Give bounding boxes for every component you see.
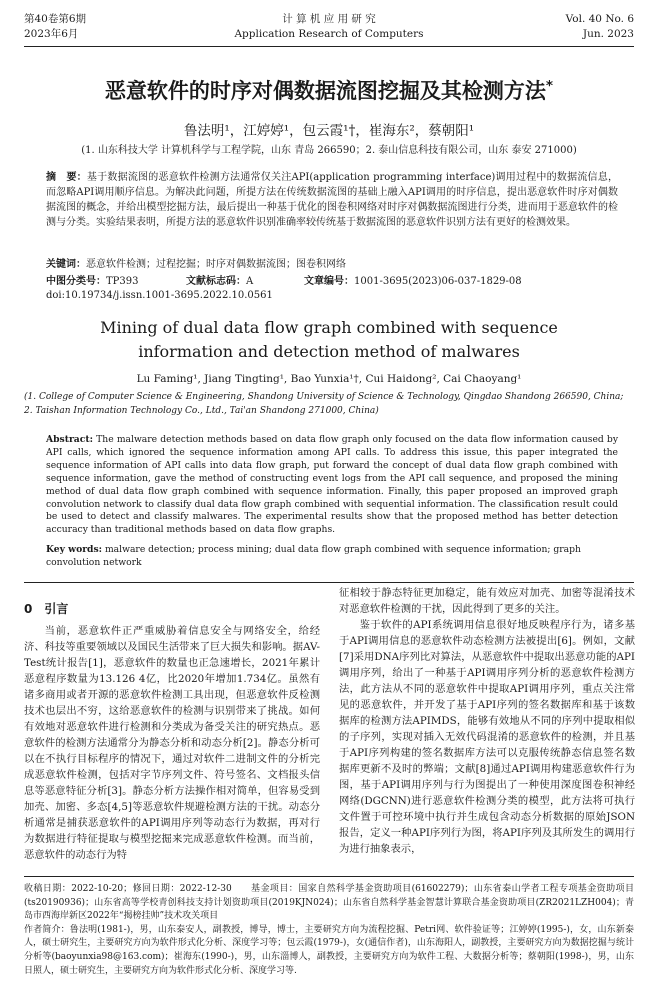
page-title: [20, 78, 638, 104]
header-date: 2023年6月: [24, 28, 79, 40]
affiliation-cn: (1. 山东科技大学 计算机科学与工程学院，山东 青岛 266590；2. 泰山信息科技有限公司，山东 泰安 271000): [81, 145, 577, 156]
authors-cn: 鲁法明¹，江婷婷¹，包云霞¹†，崔海东²，蔡朝阳¹: [183, 123, 475, 139]
keywords-en-label: Key words:: [46, 544, 103, 555]
body-paragraph: 鉴于软件的API系统调用信息很好地反映程序行为，诸多基于API调用信息的恶意软件动态检测方法被提出[6]。例如，文献[7]采用DNA序列比对算法，从恶意软件中提取出恶意功能的API调用序列，给出了一种基于API调用序列分析的恶意软件检测方法，此方法从不同的恶意软件中提取API调用序列，重点关注常见的恶意软件，并开发了基于API序列的签名数据库和基于该数据库的检测方法APIMDS，能够有效地从不同的序列中提取相似的子序列，实现对插入无效代码混淆的恶意软件的检测，并且基于API序列构建的签名数据库方法可以克服传统静态信息签名数据库更新不及时的弊端；文献[8]通过API调用构建恶意软件行为图，基于API调用序列与行为图提出了一种使用深度图卷积神经网络(DGCNN)进行恶意软件检测分类的模型，此方法将可执行文件置于可控环境中执行并生成包含动态分析数据的原始JSON报告，定义一种API序列行为图，将API序列及其所发生的调用行为进行抽象表示，: [339, 619, 635, 855]
header-journal-en: Application Research of Computers: [234, 28, 424, 40]
clc-field: [46, 272, 139, 287]
title-cn-text: 恶意软件的时序对偶数据流图挖掘及其检测方法: [104, 79, 546, 103]
keywords-cn-text: 恶意软件检测；过程挖掘；时序对偶数据流图；图卷积网络: [86, 259, 346, 270]
doc-code-label: 文献标志码：: [186, 276, 246, 287]
footnote-dates-funding: 收稿日期：2022-10-20；修回日期：2022-12-30 基金项目：国家自然科学基金资助项目(61602279)；山东省泰山学者工程专项基金资助项目(ts20190936)；山东省高等学校青创科技支持计划资助项目(2019KJN024)；山东省自然科学基金智慧计算联合基金资助项目(ZR2021LZH004)；青岛市西海岸新区2022年“揭榜挂帅”技术攻关项目: [24, 884, 634, 922]
footnote-divider: [24, 876, 634, 877]
body-column-left: 当前，恶意软件正严重威胁着信息安全与网络安全，给经济、科技等重要领域以及国民生活带来了巨大损失和影响。据AV-Test统计报告[1]，恶意软件的数量也正急速增长，2021年累计恶意程序数量为13.126 4亿，比2020年增加1.734亿。虽然有诸多商用或者开源的恶意软件检测工具出现，但恶意软件反检测技术也层出不穷，这给恶意软件的检测与识别带来了挑战。如何有效地对恶意软件进行检测和分类成为备受关注的研究热点。恶意软件的检测方法通常分为静态分析和动态分析[2]。静态分析可以在不执行目标程序的情况下，通过对软件二进制文件的分析完成恶意软件检测，包括对字节序列文件、符号签名、文档报头信息等恶意特征分析[3]。静态分析方法操作相对简单，但容易受到加壳、加密、多态[4,5]等恶意软件规避检测方法的干扰。动态分析通常是捕获恶意软件的API调用序列等动态行为数据，再对行为数据进行特征提取与模型挖掘来完成恶意软件检测。而当前，恶意软件的动态行为特: [24, 625, 320, 861]
keywords-en: [46, 543, 618, 569]
abstract-en-label: Abstract:: [46, 434, 93, 445]
title-en: Mining of dual data flow graph combined with sequence information and detection method of malwares: [100, 318, 558, 361]
abstract-en-text: The malware detection methods based on data flow graph only focused on the data flow information caused by API calls, which ignored the sequence information among API calls. To address this issue, this paper integrated the sequence information of API calls into data flow graph, put forward the concept of dual data flow graph combined with sequence information, gave the method of constructing event logs from the API call sequence, and proposed the mining method of dual data flow graph combined with sequence information. Finally, this paper proposed an improved graph convolution network to classify dual data flow graph combined with sequential information. The classification result could be used to detect and classify malwares. The experimental results show that the proposed method has better detection accuracy than traditional methods based on data flow graphs.: [46, 434, 619, 536]
keywords-cn-label: 关键词：: [46, 259, 86, 270]
footnotes: [24, 883, 634, 978]
keywords-cn: [46, 255, 618, 270]
running-header: [24, 12, 634, 47]
footnote-author-bios: 作者简介：鲁法明(1981-)，男，山东泰安人，副教授，博导，博士，主要研究方向为流程挖掘、Petri网、软件验证等；江婷婷(1995-)，女，山东新泰人，硕士研究生，主要研究方向为软件形式化分析、深度学习等；包云霞(1979-)，女(通信作者)，山东海阳人，副教授，主要研究方向为数据挖掘与统计分析等(baoyunxia98@163.com)；崔海东(1990-)，男，山东淄博人，副教授，主要研究方向为软件工程、大数据分析等；蔡朝阳(1998-)，男，山东日照人，硕士研究生，主要研究方向为软件形式化分析、深度学习等.: [24, 924, 634, 976]
authors-en: Lu Faming¹, Jiang Tingting¹, Bao Yunxia¹†, Cui Haidong², Cai Chaoyang¹: [136, 373, 522, 385]
affiliation-en: (1. College of Computer Science & Engineering, Shandong University of Science & Technology, Qingdao Shandong 266590, China; 2. Taishan Information Technology Co., Ltd., Tai'an Shandong 271000, China): [24, 392, 624, 416]
title-footnote-mark: *: [545, 78, 554, 94]
header-date-en: Jun. 2023: [582, 28, 634, 40]
body-column-right: [339, 585, 635, 857]
keywords-en-text: malware detection; process mining; dual data flow graph combined with sequence information; graph convolution network: [46, 544, 581, 568]
header-center: [24, 12, 634, 42]
article-number-field: [304, 272, 522, 287]
article-number-label: 文章编号：: [304, 276, 354, 287]
header-volume-en: Vol. 40 No. 6: [565, 13, 634, 25]
body-paragraph: 征相较于静态特征更加稳定，能有效应对加壳、加密等混淆技术对恶意软件检测的干扰，因此得到了更多的关注。: [339, 587, 635, 615]
abstract-en: [46, 434, 618, 537]
doc-code-value: A: [246, 276, 254, 287]
clc-value: TP393: [106, 276, 139, 287]
clc-label: 中图分类号：: [46, 276, 106, 287]
header-journal-cn: 计 算 机 应 用 研 究: [282, 13, 376, 25]
header-right: [566, 12, 634, 42]
section-divider: [24, 582, 634, 583]
header-volume: 第40卷第6期: [24, 13, 87, 25]
doi: doi:10.19734/j.issn.1001-3695.2022.10.0561: [46, 290, 273, 301]
abstract-cn-text: 基于数据流图的恶意软件检测方法通常仅关注API(application programming interface)调用过程中的数据流信息，而忽略API调用顺序信息。为解决此问题，所提方法在传统数据流图的基础上融入API调用的时序信息，提出恶意软件时序对偶数据流图的概念，并给出模型挖掘方法，最后提出一种基于优化的图卷积网络对时序对偶数据流图进行分类，进而用于恶意软件的检测与分类。实验结果表明，所提方法的恶意软件识别准确率较传统基于数据流图的恶意软件识别方法有更好的检测效果。: [46, 172, 619, 229]
section-heading: 0 引言: [24, 602, 69, 616]
abstract-cn-label: 摘 要：: [46, 172, 87, 183]
article-number-value: 1001-3695(2023)06-037-1829-08: [354, 276, 522, 287]
doc-code-field: [186, 272, 253, 287]
abstract-cn: [46, 170, 618, 230]
